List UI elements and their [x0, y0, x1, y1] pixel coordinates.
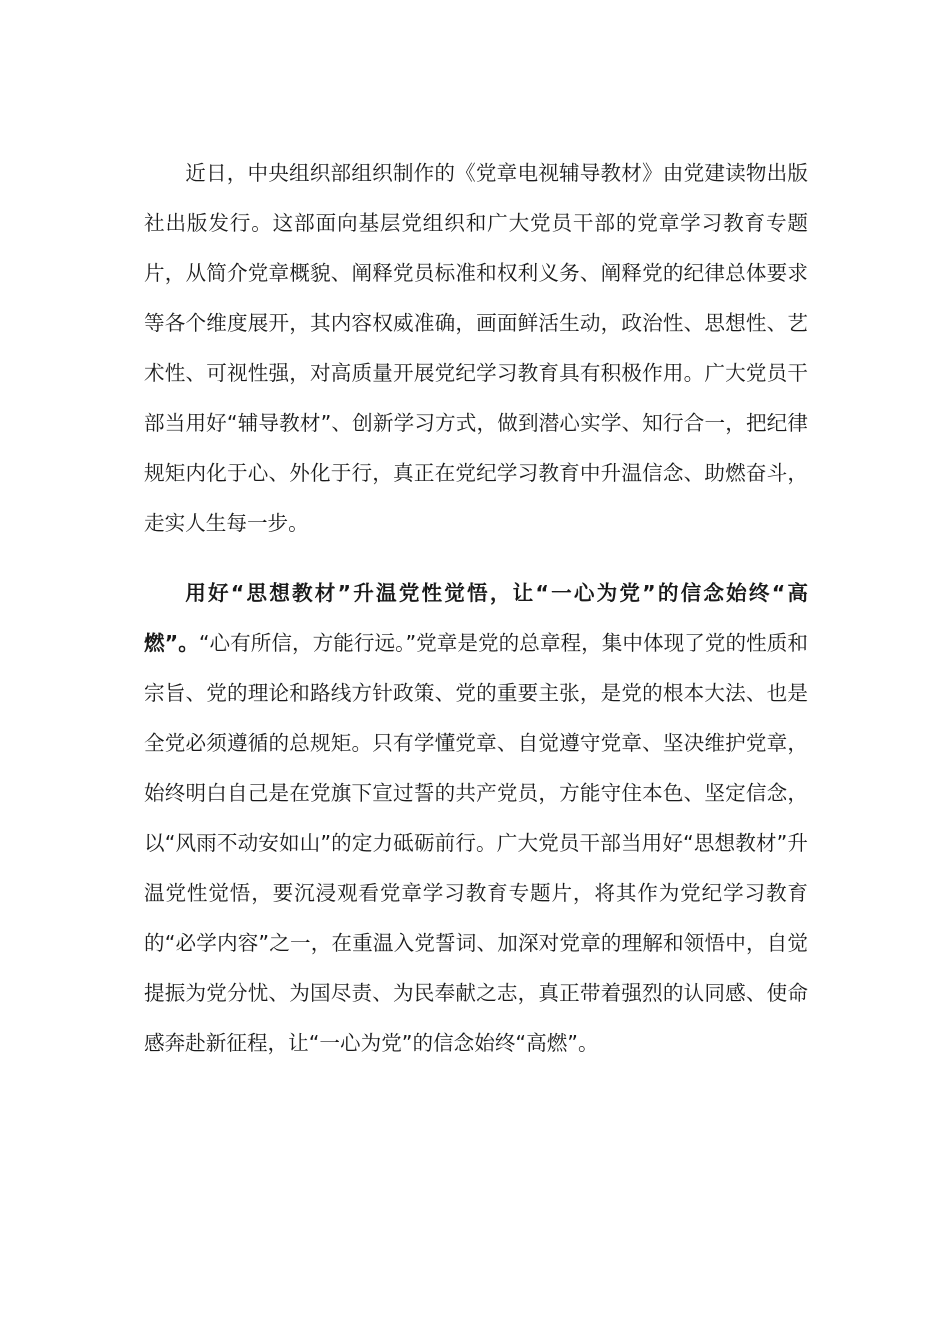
document-body	[144, 148, 808, 1068]
paragraph-section-1	[144, 568, 808, 1068]
paragraph-lead: 用好“思想教材”升温党性觉悟，让“一心为党”的信念始终“高燃”。	[144, 581, 808, 655]
paragraph-text: 近日，中央组织部组织制作的《党章电视辅导教材》由党建读物出版社出版发行。这部面向基层党组织和广大党员干部的党章学习教育专题片，从简介党章概貌、阐释党员标准和权利义务、阐释党的纪律总体要求等各个维度展开，其内容权威准确，画面鲜活生动，政治性、思想性、艺术性、可视性强，对高质量开展党纪学习教育具有积极作用。广大党员干部当用好“辅导教材”、创新学习方式，做到潜心实学、知行合一，把纪律规矩内化于心、外化于行，真正在党纪学习教育中升温信念、助燃奋斗，走实人生每一步。	[144, 161, 808, 535]
paragraph-intro	[144, 148, 808, 548]
paragraph-text: “心有所信，方能行远。”党章是党的总章程，集中体现了党的性质和宗旨、党的理论和路线方针政策、党的重要主张，是党的根本大法、也是全党必须遵循的总规矩。只有学懂党章、自觉遵守党章、坚决维护党章，始终明白自己是在党旗下宣过誓的共产党员，方能守住本色、坚定信念，以“风雨不动安如山”的定力砥砺前行。广大党员干部当用好“思想教材”升温党性觉悟，要沉浸观看党章学习教育专题片，将其作为党纪学习教育的“必学内容”之一，在重温入党誓词、加深对党章的理解和领悟中，自觉提振为党分忧、为国尽责、为民奉献之志，真正带着强烈的认同感、使命感奔赴新征程，让“一心为党”的信念始终“高燃”。	[144, 631, 808, 1055]
